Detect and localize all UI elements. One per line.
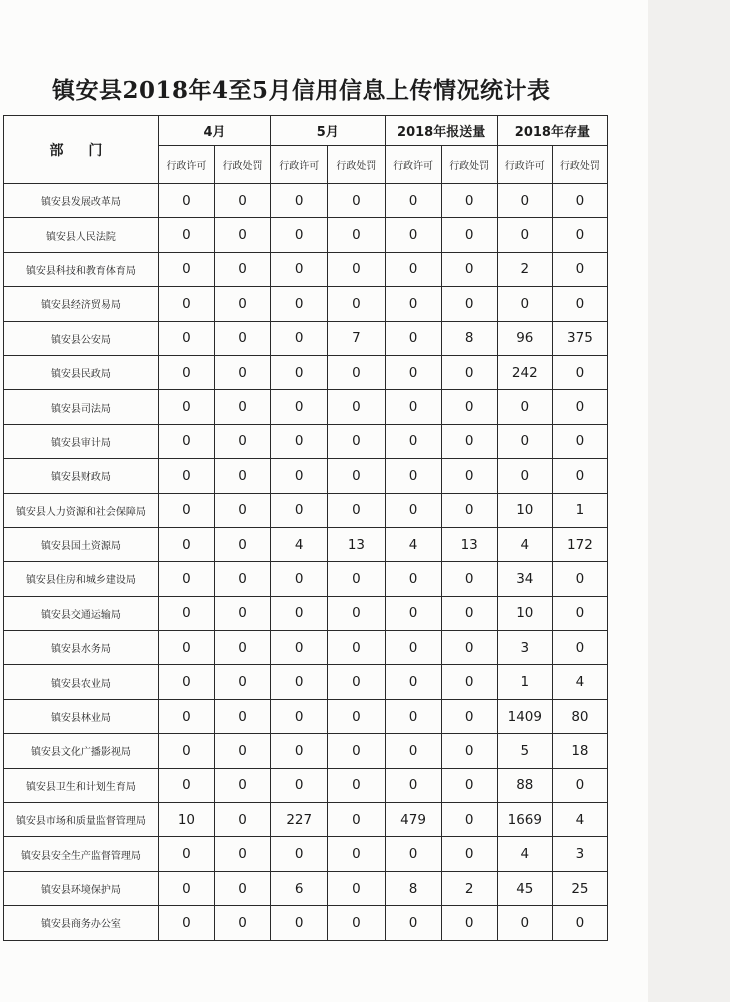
value-cell: 6 bbox=[271, 871, 328, 905]
value-cell: 0 bbox=[441, 596, 497, 630]
value-cell: 0 bbox=[497, 459, 552, 493]
value-cell: 0 bbox=[328, 734, 385, 768]
value-cell: 0 bbox=[385, 665, 441, 699]
value-cell: 0 bbox=[441, 459, 497, 493]
value-cell: 0 bbox=[552, 218, 607, 252]
value-cell: 0 bbox=[552, 768, 607, 802]
value-cell: 0 bbox=[552, 631, 607, 665]
value-cell: 0 bbox=[271, 768, 328, 802]
department-name-cell: 镇安县人民法院 bbox=[4, 218, 159, 252]
table-row bbox=[4, 803, 608, 837]
value-cell: 0 bbox=[158, 184, 214, 218]
value-cell: 0 bbox=[271, 906, 328, 940]
value-cell: 2 bbox=[497, 252, 552, 286]
value-cell: 0 bbox=[271, 321, 328, 355]
value-cell: 1 bbox=[497, 665, 552, 699]
table-row bbox=[4, 906, 608, 940]
value-cell: 4 bbox=[497, 527, 552, 561]
department-name-cell: 镇安县民政局 bbox=[4, 355, 159, 389]
value-cell: 0 bbox=[328, 803, 385, 837]
value-cell: 0 bbox=[385, 218, 441, 252]
value-cell: 0 bbox=[328, 493, 385, 527]
value-cell: 0 bbox=[328, 218, 385, 252]
subheader-license: 行政许可 bbox=[385, 146, 441, 184]
table-row bbox=[4, 596, 608, 630]
value-cell: 0 bbox=[385, 459, 441, 493]
department-name-cell: 镇安县农业局 bbox=[4, 665, 159, 699]
value-cell: 172 bbox=[552, 527, 607, 561]
value-cell: 0 bbox=[158, 665, 214, 699]
value-cell: 0 bbox=[552, 562, 607, 596]
value-cell: 0 bbox=[497, 424, 552, 458]
value-cell: 0 bbox=[158, 734, 214, 768]
table-row bbox=[4, 699, 608, 733]
value-cell: 1669 bbox=[497, 803, 552, 837]
value-cell: 88 bbox=[497, 768, 552, 802]
value-cell: 0 bbox=[441, 390, 497, 424]
value-cell: 1 bbox=[552, 493, 607, 527]
value-cell: 0 bbox=[158, 218, 214, 252]
value-cell: 1409 bbox=[497, 699, 552, 733]
value-cell: 0 bbox=[441, 252, 497, 286]
value-cell: 4 bbox=[552, 665, 607, 699]
value-cell: 0 bbox=[441, 562, 497, 596]
column-header-2018-submitted: 2018年报送量 bbox=[385, 116, 497, 146]
value-cell: 4 bbox=[385, 527, 441, 561]
value-cell: 0 bbox=[497, 906, 552, 940]
value-cell: 2 bbox=[441, 871, 497, 905]
value-cell: 0 bbox=[441, 837, 497, 871]
statistics-table bbox=[3, 115, 608, 941]
department-name-cell: 镇安县安全生产监督管理局 bbox=[4, 837, 159, 871]
value-cell: 0 bbox=[215, 803, 271, 837]
department-name-cell: 镇安县林业局 bbox=[4, 699, 159, 733]
table-row bbox=[4, 665, 608, 699]
value-cell: 0 bbox=[271, 355, 328, 389]
value-cell: 0 bbox=[215, 665, 271, 699]
value-cell: 0 bbox=[552, 424, 607, 458]
value-cell: 0 bbox=[271, 562, 328, 596]
value-cell: 0 bbox=[441, 631, 497, 665]
value-cell: 0 bbox=[215, 596, 271, 630]
value-cell: 10 bbox=[158, 803, 214, 837]
subheader-license: 行政许可 bbox=[158, 146, 214, 184]
table-row bbox=[4, 390, 608, 424]
value-cell: 0 bbox=[158, 596, 214, 630]
value-cell: 4 bbox=[271, 527, 328, 561]
value-cell: 0 bbox=[215, 562, 271, 596]
value-cell: 375 bbox=[552, 321, 607, 355]
value-cell: 0 bbox=[441, 734, 497, 768]
value-cell: 0 bbox=[215, 871, 271, 905]
department-name-cell: 镇安县科技和教育体育局 bbox=[4, 252, 159, 286]
value-cell: 4 bbox=[552, 803, 607, 837]
value-cell: 0 bbox=[215, 734, 271, 768]
department-name-cell: 镇安县水务局 bbox=[4, 631, 159, 665]
value-cell: 0 bbox=[271, 390, 328, 424]
column-header-2018-stock: 2018年存量 bbox=[497, 116, 607, 146]
value-cell: 0 bbox=[385, 768, 441, 802]
value-cell: 0 bbox=[328, 390, 385, 424]
table-row bbox=[4, 287, 608, 321]
value-cell: 0 bbox=[215, 527, 271, 561]
table-row bbox=[4, 837, 608, 871]
value-cell: 0 bbox=[215, 355, 271, 389]
value-cell: 25 bbox=[552, 871, 607, 905]
department-name-cell: 镇安县商务办公室 bbox=[4, 906, 159, 940]
value-cell: 0 bbox=[215, 218, 271, 252]
value-cell: 0 bbox=[271, 596, 328, 630]
value-cell: 0 bbox=[158, 252, 214, 286]
value-cell: 0 bbox=[552, 906, 607, 940]
value-cell: 0 bbox=[385, 596, 441, 630]
value-cell: 0 bbox=[441, 355, 497, 389]
value-cell: 0 bbox=[441, 906, 497, 940]
value-cell: 0 bbox=[497, 218, 552, 252]
value-cell: 0 bbox=[215, 906, 271, 940]
table-row bbox=[4, 493, 608, 527]
value-cell: 0 bbox=[328, 424, 385, 458]
value-cell: 0 bbox=[552, 459, 607, 493]
value-cell: 3 bbox=[552, 837, 607, 871]
value-cell: 0 bbox=[552, 184, 607, 218]
table-row bbox=[4, 424, 608, 458]
value-cell: 242 bbox=[497, 355, 552, 389]
subheader-license: 行政许可 bbox=[271, 146, 328, 184]
department-name-cell: 镇安县司法局 bbox=[4, 390, 159, 424]
value-cell: 0 bbox=[271, 218, 328, 252]
value-cell: 0 bbox=[328, 184, 385, 218]
department-name-cell: 镇安县财政局 bbox=[4, 459, 159, 493]
value-cell: 0 bbox=[271, 252, 328, 286]
subheader-license: 行政许可 bbox=[497, 146, 552, 184]
value-cell: 0 bbox=[441, 184, 497, 218]
table-row bbox=[4, 527, 608, 561]
department-name-cell: 镇安县文化广播影视局 bbox=[4, 734, 159, 768]
table-row bbox=[4, 218, 608, 252]
value-cell: 0 bbox=[271, 837, 328, 871]
subheader-penalty: 行政处罚 bbox=[215, 146, 271, 184]
value-cell: 0 bbox=[552, 252, 607, 286]
value-cell: 0 bbox=[385, 424, 441, 458]
table-row bbox=[4, 252, 608, 286]
value-cell: 0 bbox=[158, 355, 214, 389]
table-row bbox=[4, 562, 608, 596]
value-cell: 0 bbox=[328, 906, 385, 940]
department-name-cell: 镇安县经济贸易局 bbox=[4, 287, 159, 321]
value-cell: 0 bbox=[328, 287, 385, 321]
table-row bbox=[4, 459, 608, 493]
value-cell: 0 bbox=[328, 665, 385, 699]
value-cell: 0 bbox=[385, 184, 441, 218]
value-cell: 0 bbox=[215, 287, 271, 321]
table-body bbox=[4, 184, 608, 941]
value-cell: 13 bbox=[441, 527, 497, 561]
value-cell: 0 bbox=[328, 252, 385, 286]
value-cell: 0 bbox=[385, 906, 441, 940]
value-cell: 0 bbox=[328, 631, 385, 665]
value-cell: 10 bbox=[497, 493, 552, 527]
value-cell: 0 bbox=[271, 424, 328, 458]
value-cell: 0 bbox=[552, 390, 607, 424]
value-cell: 0 bbox=[158, 768, 214, 802]
value-cell: 0 bbox=[215, 424, 271, 458]
value-cell: 0 bbox=[441, 699, 497, 733]
value-cell: 3 bbox=[497, 631, 552, 665]
value-cell: 5 bbox=[497, 734, 552, 768]
value-cell: 0 bbox=[385, 837, 441, 871]
value-cell: 8 bbox=[441, 321, 497, 355]
value-cell: 0 bbox=[441, 803, 497, 837]
value-cell: 0 bbox=[497, 287, 552, 321]
value-cell: 96 bbox=[497, 321, 552, 355]
value-cell: 0 bbox=[215, 837, 271, 871]
value-cell: 0 bbox=[385, 734, 441, 768]
table-row bbox=[4, 355, 608, 389]
value-cell: 0 bbox=[158, 631, 214, 665]
value-cell: 0 bbox=[552, 287, 607, 321]
value-cell: 0 bbox=[215, 252, 271, 286]
table-row bbox=[4, 631, 608, 665]
column-header-may: 5月 bbox=[271, 116, 385, 146]
value-cell: 10 bbox=[497, 596, 552, 630]
value-cell: 0 bbox=[158, 562, 214, 596]
value-cell: 0 bbox=[215, 699, 271, 733]
value-cell: 0 bbox=[215, 493, 271, 527]
value-cell: 0 bbox=[385, 493, 441, 527]
value-cell: 0 bbox=[215, 321, 271, 355]
value-cell: 0 bbox=[215, 631, 271, 665]
value-cell: 0 bbox=[271, 699, 328, 733]
table-row bbox=[4, 734, 608, 768]
value-cell: 0 bbox=[441, 218, 497, 252]
subheader-penalty: 行政处罚 bbox=[441, 146, 497, 184]
value-cell: 0 bbox=[158, 527, 214, 561]
value-cell: 0 bbox=[158, 699, 214, 733]
table-row bbox=[4, 321, 608, 355]
value-cell: 0 bbox=[271, 459, 328, 493]
department-name-cell: 镇安县发展改革局 bbox=[4, 184, 159, 218]
value-cell: 0 bbox=[385, 699, 441, 733]
value-cell: 0 bbox=[385, 631, 441, 665]
value-cell: 0 bbox=[158, 493, 214, 527]
value-cell: 0 bbox=[497, 390, 552, 424]
value-cell: 80 bbox=[552, 699, 607, 733]
department-name-cell: 镇安县环境保护局 bbox=[4, 871, 159, 905]
value-cell: 0 bbox=[328, 837, 385, 871]
value-cell: 0 bbox=[158, 837, 214, 871]
table-row bbox=[4, 184, 608, 218]
department-name-cell: 镇安县卫生和计划生育局 bbox=[4, 768, 159, 802]
table-row bbox=[4, 768, 608, 802]
value-cell: 0 bbox=[215, 768, 271, 802]
value-cell: 7 bbox=[328, 321, 385, 355]
value-cell: 0 bbox=[385, 562, 441, 596]
value-cell: 0 bbox=[158, 287, 214, 321]
value-cell: 0 bbox=[271, 493, 328, 527]
value-cell: 45 bbox=[497, 871, 552, 905]
value-cell: 0 bbox=[385, 252, 441, 286]
value-cell: 34 bbox=[497, 562, 552, 596]
value-cell: 0 bbox=[328, 562, 385, 596]
value-cell: 0 bbox=[271, 665, 328, 699]
value-cell: 0 bbox=[385, 287, 441, 321]
value-cell: 0 bbox=[271, 631, 328, 665]
value-cell: 4 bbox=[497, 837, 552, 871]
value-cell: 0 bbox=[158, 906, 214, 940]
subheader-penalty: 行政处罚 bbox=[552, 146, 607, 184]
value-cell: 0 bbox=[497, 184, 552, 218]
value-cell: 0 bbox=[271, 287, 328, 321]
value-cell: 0 bbox=[215, 390, 271, 424]
value-cell: 0 bbox=[158, 424, 214, 458]
value-cell: 0 bbox=[441, 424, 497, 458]
department-name-cell: 镇安县交通运输局 bbox=[4, 596, 159, 630]
value-cell: 0 bbox=[552, 355, 607, 389]
value-cell: 479 bbox=[385, 803, 441, 837]
value-cell: 0 bbox=[441, 768, 497, 802]
subheader-penalty: 行政处罚 bbox=[328, 146, 385, 184]
table-row bbox=[4, 871, 608, 905]
department-name-cell: 镇安县国土资源局 bbox=[4, 527, 159, 561]
value-cell: 8 bbox=[385, 871, 441, 905]
value-cell: 0 bbox=[441, 287, 497, 321]
header-row-groups bbox=[4, 116, 608, 146]
value-cell: 0 bbox=[328, 699, 385, 733]
value-cell: 0 bbox=[385, 321, 441, 355]
value-cell: 0 bbox=[271, 734, 328, 768]
value-cell: 0 bbox=[441, 665, 497, 699]
department-name-cell: 镇安县市场和质量监督管理局 bbox=[4, 803, 159, 837]
department-name-cell: 镇安县审计局 bbox=[4, 424, 159, 458]
value-cell: 0 bbox=[441, 493, 497, 527]
value-cell: 0 bbox=[158, 871, 214, 905]
value-cell: 227 bbox=[271, 803, 328, 837]
value-cell: 0 bbox=[328, 459, 385, 493]
department-name-cell: 镇安县公安局 bbox=[4, 321, 159, 355]
value-cell: 13 bbox=[328, 527, 385, 561]
page-title: 镇安县2018年4至5月信用信息上传情况统计表 bbox=[52, 77, 551, 104]
value-cell: 0 bbox=[328, 355, 385, 389]
value-cell: 0 bbox=[271, 184, 328, 218]
value-cell: 0 bbox=[328, 596, 385, 630]
department-name-cell: 镇安县住房和城乡建设局 bbox=[4, 562, 159, 596]
value-cell: 0 bbox=[328, 871, 385, 905]
value-cell: 0 bbox=[158, 459, 214, 493]
value-cell: 0 bbox=[215, 459, 271, 493]
value-cell: 0 bbox=[158, 390, 214, 424]
department-name-cell: 镇安县人力资源和社会保障局 bbox=[4, 493, 159, 527]
value-cell: 0 bbox=[328, 768, 385, 802]
value-cell: 0 bbox=[552, 596, 607, 630]
value-cell: 0 bbox=[385, 355, 441, 389]
value-cell: 0 bbox=[385, 390, 441, 424]
value-cell: 0 bbox=[215, 184, 271, 218]
column-header-department: 部 门 bbox=[4, 116, 159, 184]
value-cell: 0 bbox=[158, 321, 214, 355]
value-cell: 18 bbox=[552, 734, 607, 768]
column-header-april: 4月 bbox=[158, 116, 270, 146]
